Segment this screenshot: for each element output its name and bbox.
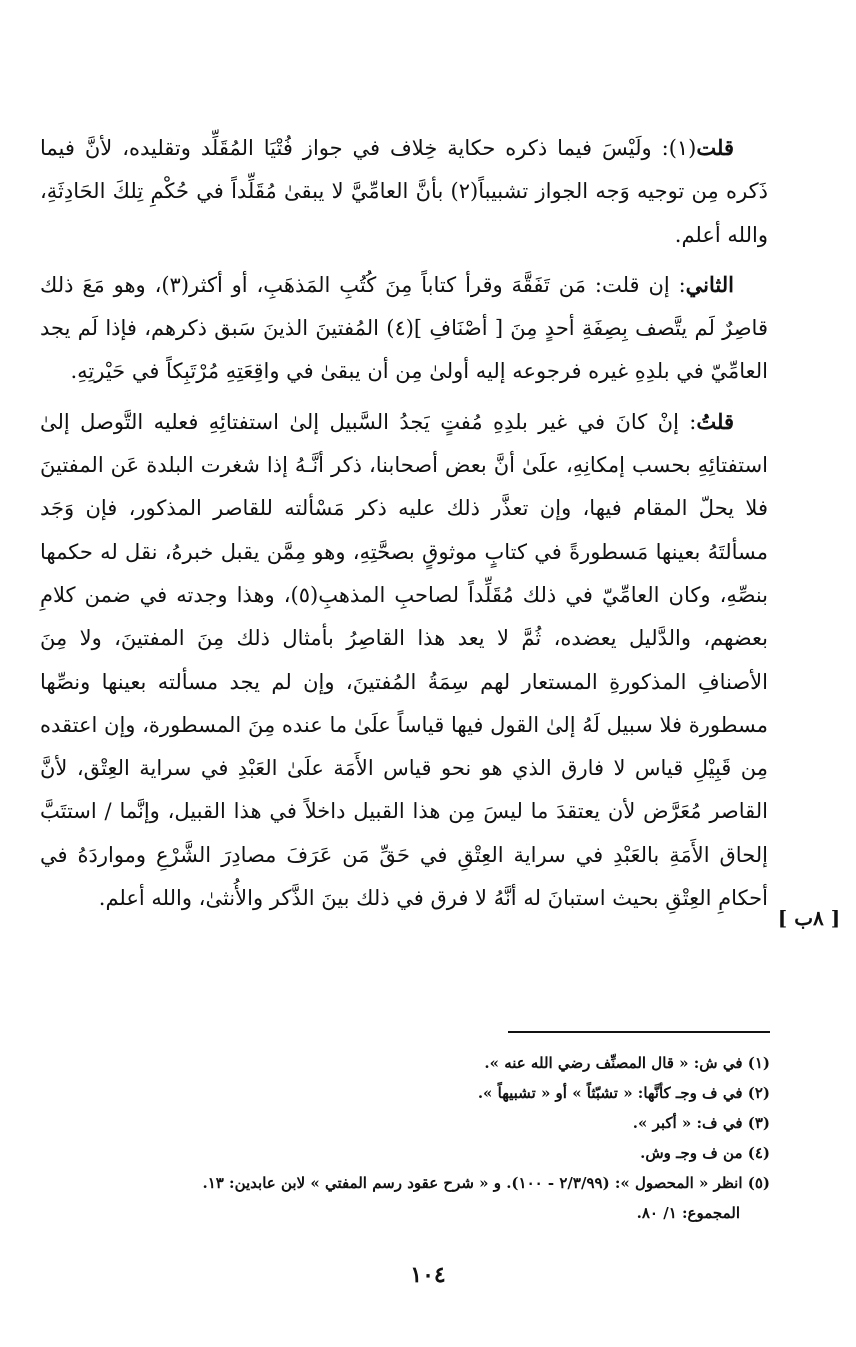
- footnote: (٥) انظر « المحصول »: (٢/٣/٩٩ - ١٠٠). و « شرح عقود رسم المفتي » لابن عابدين: ١٣.: [202, 1174, 770, 1192]
- paragraph-lead: قلت: [696, 135, 734, 160]
- paragraph: [40, 126, 768, 257]
- footnote: (٢) في ف وجـ كأنَّها: « تشبّثاً » أو « تشبيهاً ».: [477, 1084, 770, 1102]
- page-number: ١٠٤: [410, 1262, 446, 1288]
- paragraph: [40, 400, 768, 921]
- paragraph-text: : إن قلت: مَن تَفَقَّهَ وقرأ كتاباً مِنَ كُتُبِ المَذهَبِ، أو أكثر(٣)، وهو مَعَ ذلك قاصِرٌ لَم يتَّصف بِصِفَةِ أحدٍ مِنَ [ أصْنَافِ ](٤) المُفتينَ الذينَ سَبق ذكرهم، فإذا لَم يجد العامِّيّ في بلدِهِ غيره فرجوعه إليه أولىٰ مِن أن يبقىٰ في واقِعَتِهِ مُرْتَبِكاً في حَيْرتِهِ.: [40, 272, 768, 384]
- paragraph-text: : إنْ كانَ في غير بلدِهِ مُفتٍ يَجدُ السَّبيل إلىٰ استفتائِهِ فعليه التَّوصل إلىٰ استفتائِهِ بحسب إمكانِهِ، علَىٰ أنَّ بعض أصحابنا، ذكر أنَّـهُ إذا شغرت البلدة عَن المفتينَ فلا يحلّ المقام فيها، وإن تعذَّر ذلك عليه ذكر مَسْألته للقاصر المذكور، فإن وَجَد مسألتَهُ بعينها مَسطورةً في كتابٍ موثوقٍ بصحَّتِهِ، وهو مِمَّن يقبل خبرهُ، نقل له حكمها بنصِّهِ، وكان العامِّيّ في ذلك مُقَلِّداً لصاحبِ المذهبِ(٥)، وهذا وجدته في ضمن كلامِ بعضهم، والدَّليل يعضده، ثُمَّ لا يعد هذا القاصِرُ بأمثال ذلك مِنَ المفتينَ، ولا مِنَ الأصنافِ المذكورةِ المستعار لهم سِمَةُ المُفتينَ، وإن لم يجد مسألته بعينها ونصِّها مسطورة فلا سبيل لَهُ إلىٰ القول فيها قياساً علَىٰ ما عنده مِنَ المسطورة، وإن اعتقده مِن قَبِيْلِ قياس لا فارق الذي هو نحو قياس الأَمَة علَىٰ العَبْدِ في سراية العِتْق، لأنَّ القاصر مُعَرَّض لأن يعتقدَ ما ليسَ مِن هذا القبيل داخلاً في هذا القبيل، وإنَّما / استتَبَّ إلحاق الأَمَةِ بالعَبْدِ في سراية العِتْقِ في حَقِّ مَن عَرَفَ مصادِرَ الشَّرْعِ ومواردَهُ في أحكامِ العِتْقِ بحيث استبانَ له أنَّهُ لا فرق في ذلك بينَ الذَّكر والأُنثىٰ، والله أعلم.: [40, 409, 769, 911]
- footnote-separator: [508, 1031, 770, 1033]
- footnote: (٤) من ف وجـ وش.: [640, 1144, 770, 1162]
- footnote: (٣) في ف: « أكبر ».: [632, 1114, 770, 1132]
- footnote: (١) في ش: « قال المصنِّف رضي الله عنه ».: [484, 1054, 770, 1072]
- paragraph: [40, 263, 768, 394]
- footnote-continuation: المجموع: ١/ ٨٠.: [636, 1204, 740, 1222]
- paragraph-lead: الثاني: [685, 271, 734, 297]
- paragraph-lead: قلتُ: [696, 408, 734, 434]
- manuscript-folio-marker: [ ٨ب ]: [777, 906, 841, 930]
- footnotes: [40, 1048, 770, 1228]
- main-text: [40, 126, 768, 920]
- paragraph-text: (١): ولَيْسَ فيما ذكره حكاية خِلاف في جواز فُتْيَا المُقَلِّد وتقليده، لأنَّ فيما ذَكره مِن توجيه وَجه الجواز تشبيباً(٢) بأنَّ العامِّيَّ لا يبقىٰ مُقَلِّداً في حُكْمِ تِلكَ الحَادِثَةِ، والله أعلم.: [40, 136, 768, 247]
